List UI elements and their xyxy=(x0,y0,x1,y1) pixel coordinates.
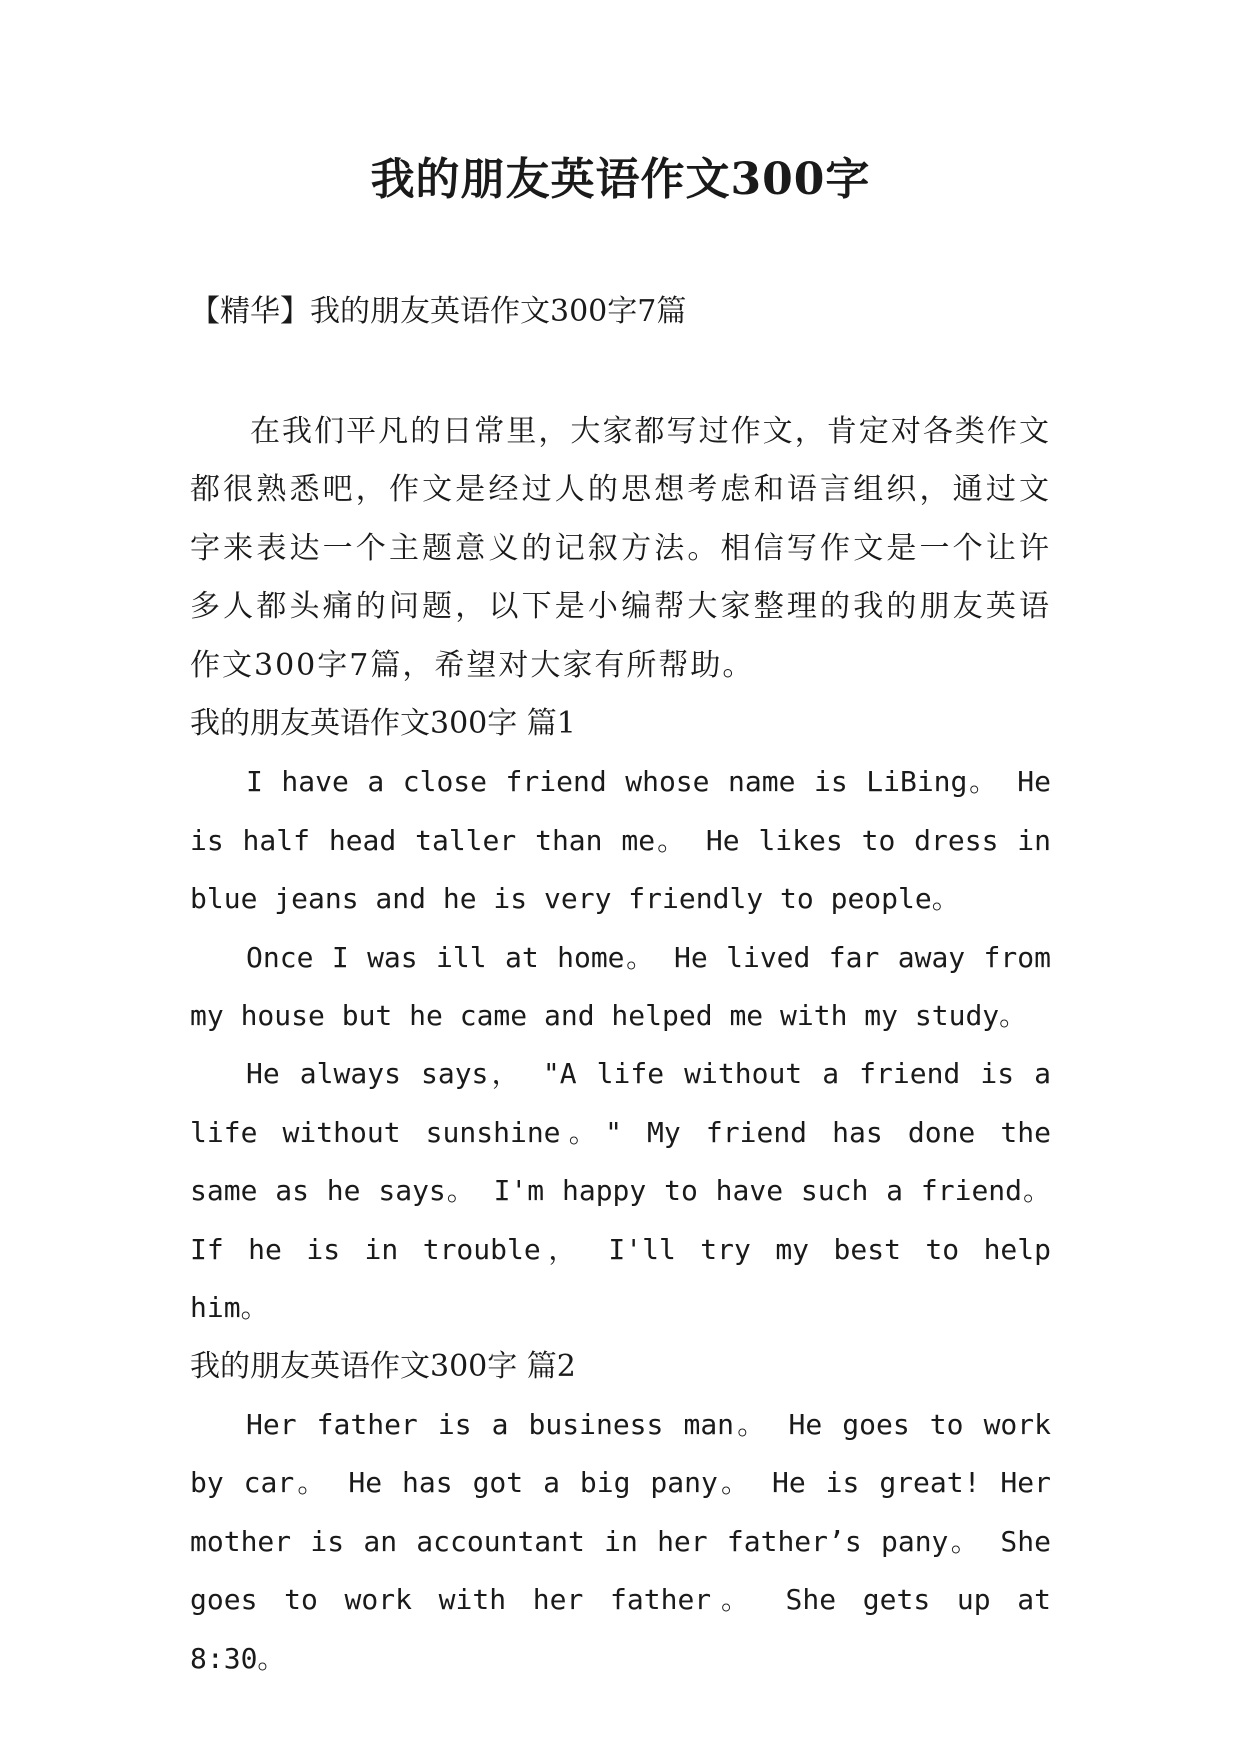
essay-1-paragraph: He always says， "A life without a friend is a life without sunshine。" My friend has done the same as he says。 I'm happy to have such a friend。 If he is in trouble， I'll try my best to help him。 xyxy=(190,1057,1051,1325)
essay-1-paragraph: I have a close friend whose name is LiBing。 He is half head taller than me。 He likes to dress in blue jeans and he is very friendly to people。 xyxy=(190,765,1051,916)
document-title: 我的朋友英语作文300字 xyxy=(370,154,871,205)
document-subtitle: 【精华】我的朋友英语作文300字7篇 xyxy=(190,294,687,329)
essay-2-paragraph: Her father is a business man。 He goes to work by car。 He has got a big pany。 He is great! Her mother is an accountant in her father’s pany。 She goes to work with her father。 She gets up at 8:30。 xyxy=(190,1407,1051,1675)
essay-1-paragraph: Once I was ill at home。 He lived far away from my house but he came and helped me with my study。 xyxy=(190,940,1051,1033)
essay-1-heading: 我的朋友英语作文300字 篇1 xyxy=(190,706,576,742)
document-body xyxy=(190,403,1051,1688)
essay-2-heading: 我的朋友英语作文300字 篇2 xyxy=(190,1348,576,1384)
intro-paragraph: 在我们平凡的日常里，大家都写过作文，肯定对各类作文都很熟悉吧，作文是经过人的思想考虑和语言组织，通过文字来表达一个主题意义的记叙方法。相信写作文是一个让许多人都头痛的问题，以下是小编帮大家整理的我的朋友英语作文300字7篇，希望对大家有所帮助。 xyxy=(190,414,1051,683)
